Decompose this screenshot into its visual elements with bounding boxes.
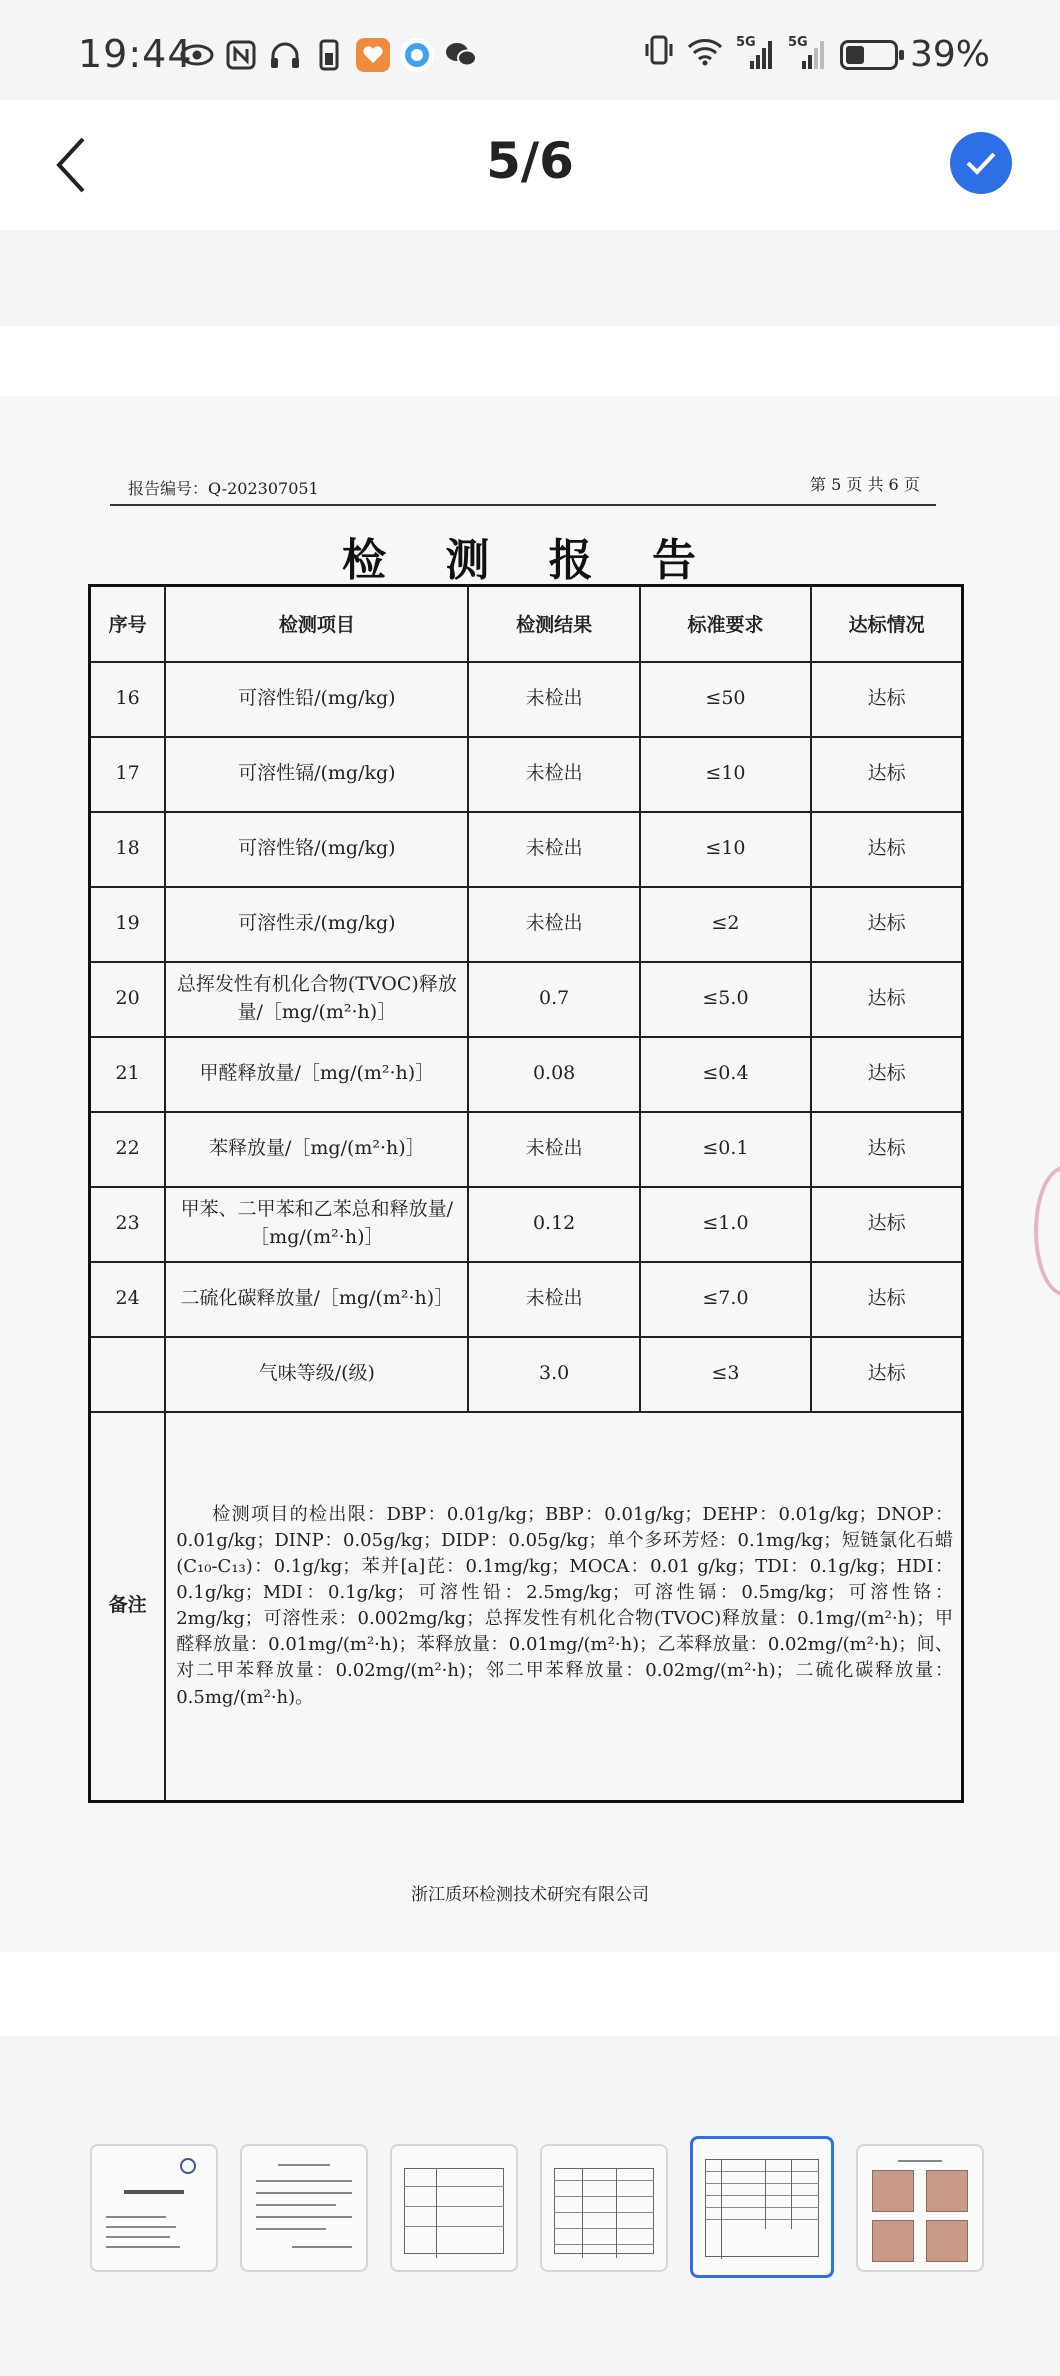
page-counter: 5/6 [486, 132, 574, 190]
nfc-icon [224, 38, 258, 72]
table-row [90, 812, 963, 887]
thumbnail-line [106, 2216, 166, 2218]
thumbnail-line [256, 2216, 352, 2218]
app-orange-icon [356, 38, 390, 72]
thumbnail-line [582, 2168, 583, 2258]
cell-standard: ≤3 [640, 1337, 811, 1412]
vibrate-icon [644, 34, 674, 75]
test-results-table [88, 584, 964, 1803]
thumbnail-page-5[interactable] [690, 2136, 834, 2278]
thumbnail-line [436, 2168, 437, 2258]
cell-no: 22 [90, 1112, 166, 1187]
table-row [90, 1187, 963, 1262]
cell-status: 达标 [811, 737, 962, 812]
table-row [90, 1262, 963, 1337]
thumbnail-line [106, 2236, 170, 2238]
thumbnail-line [705, 2195, 819, 2196]
headphones-icon [268, 38, 302, 72]
cell-no: 24 [90, 1262, 166, 1337]
cell-standard: ≤0.4 [640, 1037, 811, 1112]
cell-item: 可溶性汞/(mg/kg) [165, 887, 468, 962]
cell-item: 可溶性铬/(mg/kg) [165, 812, 468, 887]
battery-icon [840, 40, 898, 70]
thumbnail-line [404, 2226, 504, 2227]
thumbnail-line [404, 2206, 504, 2207]
cell-no: 23 [90, 1187, 166, 1262]
thumbnail-line [721, 2159, 722, 2259]
cell-result: 未检出 [468, 737, 639, 812]
cell-standard: ≤5.0 [640, 962, 811, 1037]
thumbnail-logo-icon [180, 2158, 196, 2174]
cell-no [90, 1337, 166, 1412]
thumbnail-page-6[interactable] [856, 2144, 984, 2272]
thumbnail-line [292, 2246, 352, 2248]
thumbnail-strip [0, 2036, 1060, 2376]
cell-no: 20 [90, 962, 166, 1037]
cell-result: 未检出 [468, 662, 639, 737]
thumbnail-line [554, 2244, 654, 2245]
cell-item: 苯释放量/［mg/(m²·h)］ [165, 1112, 468, 1187]
cell-standard: ≤10 [640, 737, 811, 812]
thumbnail-line [256, 2204, 336, 2206]
header-standard: 标准要求 [640, 586, 811, 662]
cell-status: 达标 [811, 812, 962, 887]
cell-item: 可溶性镉/(mg/kg) [165, 737, 468, 812]
cell-no: 21 [90, 1037, 166, 1112]
thumbnail-photo [926, 2170, 968, 2212]
cell-status: 达标 [811, 1187, 962, 1262]
header-no: 序号 [90, 586, 166, 662]
table-row [90, 962, 963, 1037]
thumbnail-line [256, 2228, 326, 2230]
header-item: 检测项目 [165, 586, 468, 662]
document-page [0, 396, 1060, 1952]
thumbnail-line [106, 2226, 176, 2228]
cell-result: 未检出 [468, 1262, 639, 1337]
cell-no: 17 [90, 737, 166, 812]
eye-icon [180, 38, 214, 72]
network-type-label-2: 5G [787, 34, 808, 50]
wifi-icon [686, 34, 724, 75]
header-divider [110, 504, 936, 506]
table-row [90, 1337, 963, 1412]
thumbnail-line [705, 2219, 819, 2220]
thumbnail-line [256, 2192, 352, 2194]
cell-status: 达标 [811, 662, 962, 737]
header-spacer [0, 230, 1060, 326]
table-row [90, 1112, 963, 1187]
thumbnail-table [404, 2168, 504, 2254]
thumbnail-line [765, 2159, 766, 2229]
confirm-button[interactable] [950, 132, 1012, 194]
thumbnail-line [124, 2190, 184, 2194]
seal-stamp-edge [1034, 1166, 1060, 1296]
header-status: 达标情况 [811, 586, 962, 662]
thumbnail-line [554, 2196, 654, 2197]
cell-no: 19 [90, 887, 166, 962]
cell-result: 未检出 [468, 812, 639, 887]
cell-item: 甲醛释放量/［mg/(m²·h)］ [165, 1037, 468, 1112]
report-footer: 浙江质环检测技术研究有限公司 [411, 1885, 649, 1905]
status-notification-icons [180, 38, 478, 72]
thumbnail-line [705, 2207, 819, 2208]
cell-standard: ≤10 [640, 812, 811, 887]
cell-status: 达标 [811, 1262, 962, 1337]
thumbnail-line [705, 2171, 819, 2172]
cell-status: 达标 [811, 1112, 962, 1187]
thumbnail-page-1[interactable] [90, 2144, 218, 2272]
remark-row [90, 1412, 963, 1802]
thumbnail-line [705, 2183, 819, 2184]
table-row [90, 737, 963, 812]
table-header-row [90, 586, 963, 662]
cell-status: 达标 [811, 962, 962, 1037]
cell-standard: ≤2 [640, 887, 811, 962]
remark-text: 检测项目的检出限：DBP：0.01g/kg；BBP：0.01g/kg；DEHP：0.01g/kg；DNOP：0.01g/kg；DINP：0.05g/kg；DIDP：0.05g/kg；单个多环芳烃：0.1mg/kg；短链氯化石蜡(C₁₀-C₁₃)：0.1g/kg；苯并[a]芘：0.1mg/kg；MOCA：0.01 g/kg；TDI：0.1g/kg；HDI：0.1g/kg；MDI：0.1g/kg；可溶性铅：2.5mg/kg；可溶性镉：0.5mg/kg；可溶性铬：2mg/kg；可溶性汞：0.002mg/kg；总挥发性有机化合物(TVOC)释放量：0.1mg/(m²·h)；甲醛释放量：0.01mg/(m²·h)；苯释放量：0.01mg/(m²·h)；乙苯释放量：0.02mg/(m²·h)；间、对二甲苯释放量：0.02mg/(m²·h)；邻二甲苯释放量：0.02mg/(m²·h)；二硫化碳释放量：0.5mg/(m²·h)。 [165, 1412, 962, 1802]
cell-item: 甲苯、二甲苯和乙苯总和释放量/［mg/(m²·h)］ [165, 1187, 468, 1262]
page-info: 第 5 页 共 6 页 [810, 475, 920, 494]
thumbnail-page-2[interactable] [240, 2144, 368, 2272]
signal-icon [735, 34, 776, 71]
cell-status: 达标 [811, 887, 962, 962]
cell-result: 未检出 [468, 887, 639, 962]
thumbnail-line [554, 2212, 654, 2213]
table-row [90, 887, 963, 962]
thumbnail-line [256, 2180, 352, 2182]
cell-no: 18 [90, 812, 166, 887]
thumbnail-line [106, 2246, 180, 2248]
wechat-icon [444, 38, 478, 72]
thumbnail-line [791, 2159, 792, 2229]
table-row [90, 1037, 963, 1112]
table-row [90, 662, 963, 737]
battery-percent: 39% [909, 34, 990, 75]
header-result: 检测结果 [468, 586, 639, 662]
thumbnail-line [554, 2180, 654, 2181]
cell-item: 气味等级/(级) [165, 1337, 468, 1412]
cell-no: 16 [90, 662, 166, 737]
cell-result: 3.0 [468, 1337, 639, 1412]
battery-level [846, 46, 864, 64]
thumbnail-line [404, 2186, 504, 2187]
network-type-label: 5G [735, 34, 756, 50]
cell-standard: ≤1.0 [640, 1187, 811, 1262]
report-number: 报告编号：Q-202307051 [128, 479, 319, 498]
cell-result: 0.08 [468, 1037, 639, 1112]
cell-result: 0.12 [468, 1187, 639, 1262]
cell-item: 二硫化碳释放量/［mg/(m²·h)］ [165, 1262, 468, 1337]
cell-result: 0.7 [468, 962, 639, 1037]
cell-status: 达标 [811, 1037, 962, 1112]
cell-standard: ≤7.0 [640, 1262, 811, 1337]
thumbnail-line [616, 2168, 617, 2258]
cell-item: 总挥发性有机化合物(TVOC)释放量/［mg/(m²·h)］ [165, 962, 468, 1037]
status-time: 19:44 [78, 32, 193, 76]
report-title: 检 测 报 告 [342, 535, 718, 586]
thumbnail-table [705, 2159, 819, 2257]
viewer-header [0, 100, 1060, 230]
cell-status: 达标 [811, 1337, 962, 1412]
thumbnail-photo [872, 2220, 914, 2262]
status-system-icons [644, 34, 990, 75]
cell-standard: ≤0.1 [640, 1112, 811, 1187]
cell-item: 可溶性铅/(mg/kg) [165, 662, 468, 737]
thumbnail-line [898, 2160, 942, 2162]
thumbnail-line [278, 2164, 330, 2166]
thumbnail-line [554, 2228, 654, 2229]
cell-result: 未检出 [468, 1112, 639, 1187]
thumbnail-photo [926, 2220, 968, 2262]
check-icon [965, 150, 997, 176]
thumbnail-page-4[interactable] [540, 2144, 668, 2272]
cell-standard: ≤50 [640, 662, 811, 737]
remark-label: 备注 [90, 1412, 166, 1802]
signal-icon-2 [787, 34, 828, 71]
phone-icon [312, 38, 346, 72]
app-blue-icon [400, 38, 434, 72]
thumbnail-photo [872, 2170, 914, 2212]
status-bar [0, 0, 1060, 100]
thumbnail-page-3[interactable] [390, 2144, 518, 2272]
